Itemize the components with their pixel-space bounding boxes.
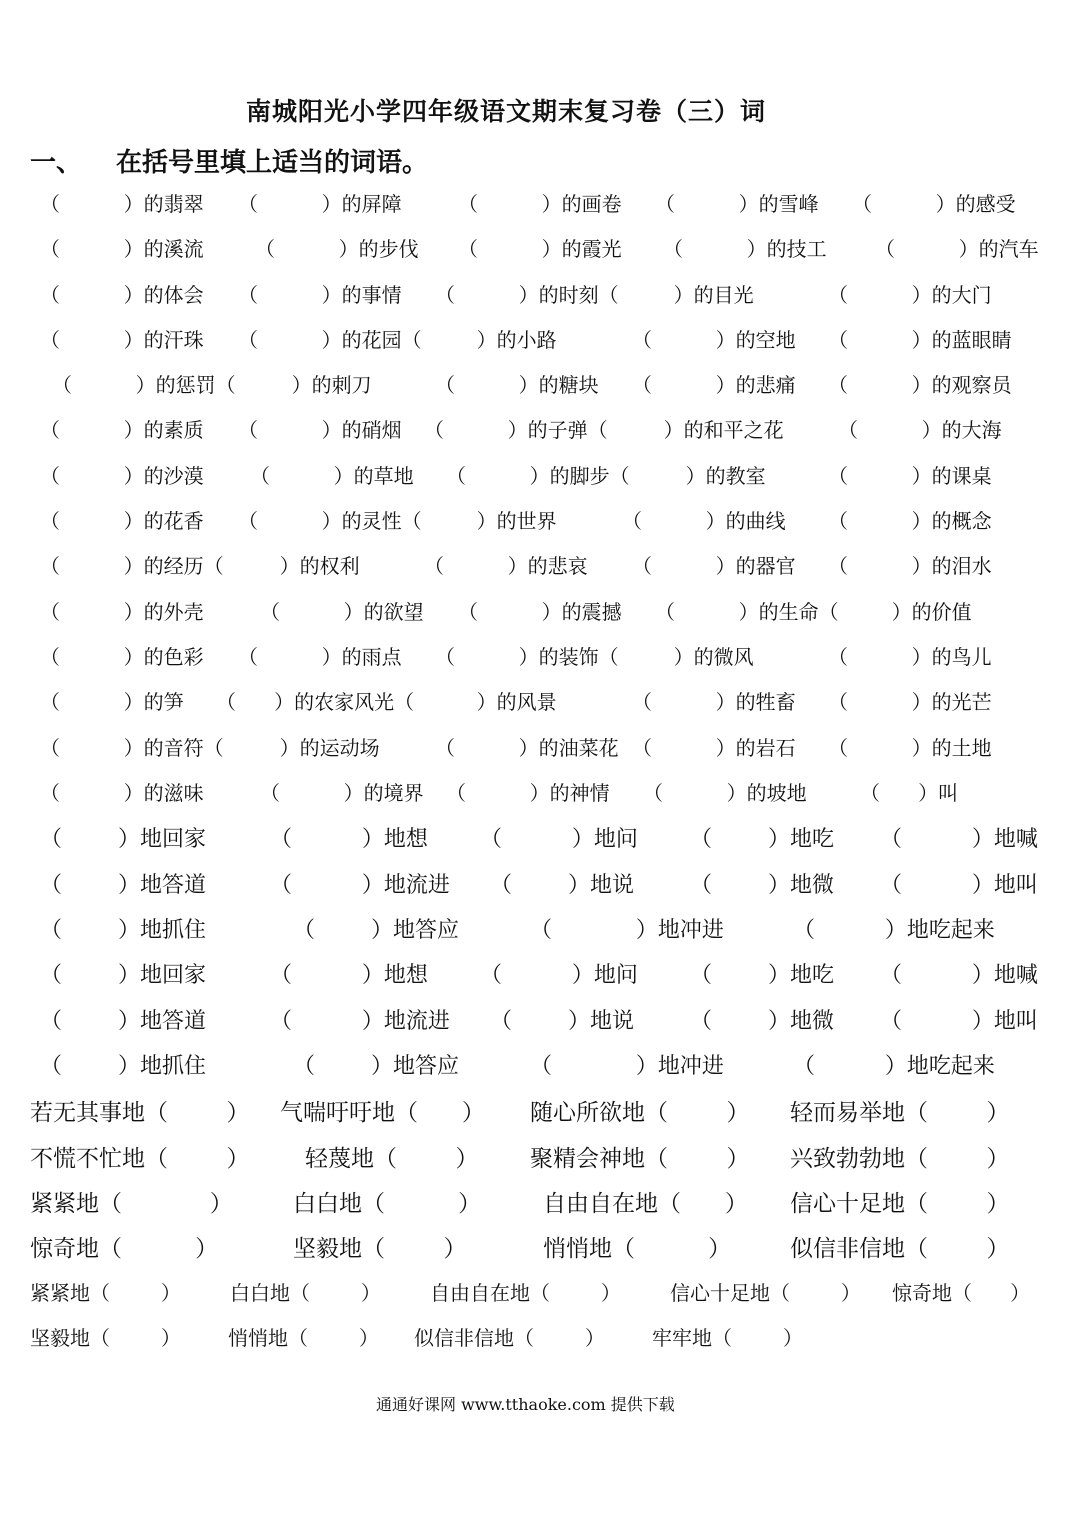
- fill-blank-item: 兴致勃勃地（ ）: [790, 1146, 1010, 1172]
- fill-blank-item: （ ）的器官: [632, 554, 796, 578]
- fill-blank-item: （ ）的坡地: [643, 781, 807, 805]
- fill-blank-item: 轻蔑地（ ）: [305, 1146, 479, 1172]
- fill-blank-item: （ ）地冲进: [530, 1054, 724, 1079]
- fill-blank-item: （ ）的概念: [828, 509, 992, 533]
- fill-blank-item: 信心十足地（ ）: [670, 1281, 861, 1305]
- fill-blank-item: （ ）地微: [690, 873, 834, 898]
- fill-blank-item: （ ）的步伐: [255, 237, 419, 261]
- fill-blank-item: （ ）地想: [270, 827, 428, 852]
- fill-blank-item: （ ）地吃起来: [793, 918, 995, 943]
- fill-blank-item: ）的小路: [413, 328, 557, 352]
- section-instruction: 在括号里填上适当的词语。: [116, 148, 429, 178]
- fill-blank-item: 坚毅地（ ）: [30, 1326, 181, 1350]
- fill-blank-item: （ ）地问: [480, 963, 638, 988]
- fill-blank-item: （ ）的画卷: [458, 192, 622, 216]
- fill-blank-item: 悄悄地（ ）: [543, 1236, 732, 1262]
- fill-blank-item: 信心十足地（ ）: [790, 1191, 1010, 1217]
- fill-blank-item: （ ）的境界: [260, 781, 424, 805]
- fill-blank-item: 似信非信地（ ）: [414, 1326, 605, 1350]
- fill-blank-item: 自由自在地（ ）: [430, 1281, 621, 1305]
- fill-blank-item: ）的刺刀: [228, 373, 372, 397]
- fill-blank-item: （ ）的装饰（: [435, 645, 619, 669]
- fill-blank-item: （ ）地叫: [880, 1009, 1038, 1034]
- fill-blank-item: 悄悄地（ ）: [228, 1326, 379, 1350]
- fill-blank-item: （ ）地说: [490, 1009, 634, 1034]
- fill-blank-item: ）的风景: [413, 690, 557, 714]
- fill-blank-item: （ ）的花园（: [238, 328, 422, 352]
- fill-blank-item: （ ）的技工: [663, 237, 827, 261]
- fill-blank-item: 若无其事地（ ）: [30, 1100, 250, 1126]
- fill-blank-item: （ ）的大海: [838, 418, 1002, 442]
- fill-blank-item: （ ）地回家: [40, 963, 206, 988]
- fill-blank-item: 坚毅地（ ）: [293, 1236, 467, 1262]
- fill-blank-item: ）的和平之花: [600, 418, 784, 442]
- fill-blank-item: ）的价值: [828, 600, 972, 624]
- fill-blank-item: （ ）地微: [690, 1009, 834, 1034]
- fill-blank-item: 聚精会神地（ ）: [530, 1146, 750, 1172]
- fill-blank-item: （ ）的鸟儿: [828, 645, 992, 669]
- fill-blank-item: （ ）的农家风光（: [216, 690, 415, 714]
- fill-blank-item: 不慌不忙地（ ）: [30, 1146, 250, 1172]
- fill-blank-item: 似信非信地（ ）: [790, 1236, 1010, 1262]
- section-number: 一、: [30, 148, 83, 178]
- fill-blank-item: （ ）的震撼: [458, 600, 622, 624]
- fill-blank-item: 紧紧地（ ）: [30, 1191, 233, 1217]
- fill-blank-item: （ ）的感受: [852, 192, 1016, 216]
- fill-blank-item: 自由自在地（ ）: [543, 1191, 748, 1217]
- fill-blank-item: （ ）的雨点: [238, 645, 402, 669]
- fill-blank-item: （ ）地流进: [270, 873, 450, 898]
- fill-blank-item: 紧紧地（ ）: [30, 1281, 181, 1305]
- fill-blank-item: （ ）地想: [270, 963, 428, 988]
- fill-blank-item: 惊奇地（ ）: [30, 1236, 219, 1262]
- fill-blank-item: （ ）地答道: [40, 1009, 206, 1034]
- fill-blank-item: （ ）的子弹（: [424, 418, 608, 442]
- fill-blank-item: （ ）的滋味: [40, 781, 204, 805]
- fill-blank-item: ）的教室: [622, 464, 766, 488]
- fill-blank-item: 随心所欲地（ ）: [530, 1100, 750, 1126]
- fill-blank-item: （ ）的欲望: [260, 600, 424, 624]
- fill-blank-item: （ ）的糖块: [435, 373, 599, 397]
- fill-blank-item: （ ）的泪水: [828, 554, 992, 578]
- fill-blank-item: 惊奇地（ ）: [892, 1281, 1031, 1305]
- fill-blank-item: （ ）的事情: [238, 283, 402, 307]
- fill-blank-item: （ ）的沙漠: [40, 464, 204, 488]
- fill-blank-item: 白白地（ ）: [230, 1281, 381, 1305]
- fill-blank-item: ）的权利: [216, 554, 360, 578]
- fill-blank-item: （ ）地流进: [270, 1009, 450, 1034]
- fill-blank-item: （ ）地回家: [40, 827, 206, 852]
- fill-blank-item: （ ）的草地: [250, 464, 414, 488]
- fill-blank-item: （ ）的霞光: [458, 237, 622, 261]
- fill-blank-item: （ ）的笋: [40, 690, 184, 714]
- fill-blank-item: （ ）的溪流: [40, 237, 204, 261]
- fill-blank-item: ）的微风: [610, 645, 754, 669]
- fill-blank-item: （ ）地抓住: [40, 918, 206, 943]
- fill-blank-item: （ ）的硝烟: [238, 418, 402, 442]
- fill-blank-item: （ ）的体会: [40, 283, 204, 307]
- fill-blank-item: （ ）的油菜花: [435, 736, 619, 760]
- fill-blank-item: （ ）的观察员: [828, 373, 1012, 397]
- fill-blank-item: （ ）的大门: [828, 283, 992, 307]
- fill-blank-item: （ ）地说: [490, 873, 634, 898]
- fill-blank-item: （ ）的汗珠: [40, 328, 204, 352]
- fill-blank-item: （ ）的光芒: [828, 690, 992, 714]
- fill-blank-item: （ ）地问: [480, 827, 638, 852]
- fill-blank-item: （ ）地答应: [293, 1054, 459, 1079]
- fill-blank-item: ）的世界: [413, 509, 557, 533]
- fill-blank-item: （ ）地喊: [880, 963, 1038, 988]
- fill-blank-item: （ ）的蓝眼睛: [828, 328, 1012, 352]
- fill-blank-item: （ ）地吃: [690, 827, 834, 852]
- page-title: 南城阳光小学四年级语文期末复习卷（三）词: [246, 97, 767, 126]
- fill-blank-item: （ ）的色彩: [40, 645, 204, 669]
- fill-blank-item: （ ）的脚步（: [446, 464, 630, 488]
- fill-blank-item: （ ）的素质: [40, 418, 204, 442]
- fill-blank-item: （ ）的土地: [828, 736, 992, 760]
- fill-blank-item: （ ）的空地: [632, 328, 796, 352]
- fill-blank-item: （ ）的音符（: [40, 736, 224, 760]
- fill-blank-item: （ ）的灵性（: [238, 509, 422, 533]
- fill-blank-item: （ ）的惩罚（: [52, 373, 236, 397]
- fill-blank-item: （ ）地冲进: [530, 918, 724, 943]
- fill-blank-item: 白白地（ ）: [293, 1191, 482, 1217]
- fill-blank-item: （ ）地吃: [690, 963, 834, 988]
- fill-blank-item: （ ）的悲哀: [424, 554, 588, 578]
- fill-blank-item: （ ）的外壳: [40, 600, 204, 624]
- fill-blank-item: 气喘吁吁地（ ）: [280, 1100, 485, 1126]
- fill-blank-item: （ ）的汽车: [875, 237, 1039, 261]
- fill-blank-item: （ ）地喊: [880, 827, 1038, 852]
- fill-blank-item: （ ）的翡翠: [40, 192, 204, 216]
- fill-blank-item: ）的运动场: [216, 736, 380, 760]
- fill-blank-item: （ ）的悲痛: [632, 373, 796, 397]
- section-heading: [30, 142, 428, 179]
- fill-blank-item: （ ）的曲线: [622, 509, 786, 533]
- fill-blank-item: 牢牢地（ ）: [652, 1326, 803, 1350]
- fill-blank-item: （ ）的花香: [40, 509, 204, 533]
- fill-blank-item: （ ）的课桌: [828, 464, 992, 488]
- fill-blank-item: （ ）的岩石: [632, 736, 796, 760]
- fill-blank-item: （ ）的屏障: [238, 192, 402, 216]
- fill-blank-item: （ ）的经历（: [40, 554, 224, 578]
- fill-blank-item: （ ）的雪峰: [655, 192, 819, 216]
- fill-blank-item: （ ）的神情: [446, 781, 610, 805]
- fill-blank-item: （ ）的生命（: [655, 600, 839, 624]
- fill-blank-item: （ ）地叫: [880, 873, 1038, 898]
- fill-blank-item: ）的目光: [610, 283, 754, 307]
- fill-blank-item: （ ）地答道: [40, 873, 206, 898]
- fill-blank-item: （ ）地抓住: [40, 1054, 206, 1079]
- footer-credit: 通通好课网 www.tthaoke.com 提供下载: [376, 1395, 675, 1414]
- fill-blank-item: 轻而易举地（ ）: [790, 1100, 1010, 1126]
- fill-blank-item: （ ）地答应: [293, 918, 459, 943]
- fill-blank-item: （ ）叫: [860, 781, 959, 805]
- fill-blank-item: （ ）的牲畜: [632, 690, 796, 714]
- fill-blank-item: （ ）的时刻（: [435, 283, 619, 307]
- fill-blank-item: （ ）地吃起来: [793, 1054, 995, 1079]
